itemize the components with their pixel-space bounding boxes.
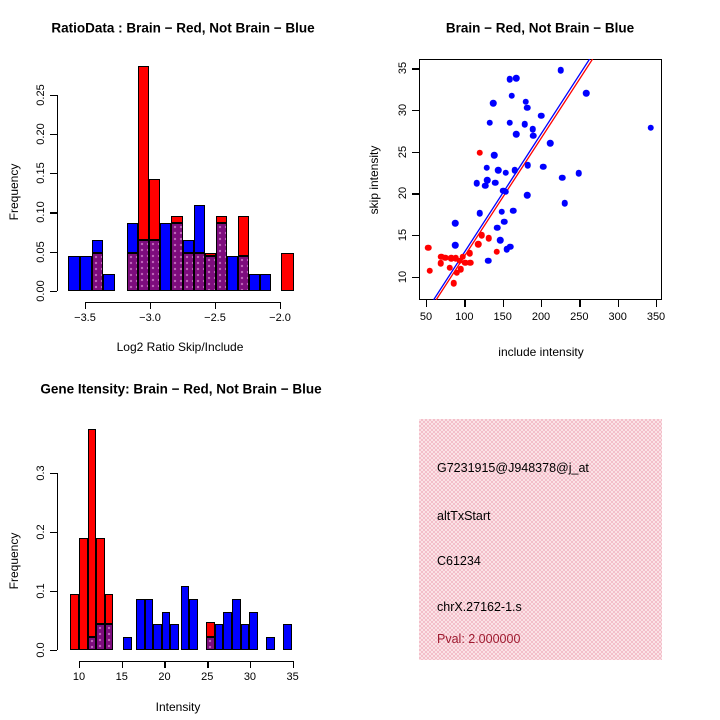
x-tick-label: −2.5 <box>204 312 226 324</box>
info-pval: Pval: 2.000000 <box>437 632 521 646</box>
x-tick-label: 30 <box>243 671 257 683</box>
x-tick-label: 20 <box>158 671 171 683</box>
x-tick-label: −2.0 <box>269 312 291 324</box>
y-tick-label: 0.1 <box>35 583 47 599</box>
y-tick-label: 25 <box>397 145 410 158</box>
y-tick-label: 0.3 <box>35 465 47 481</box>
x-tick-label: 100 <box>455 311 474 323</box>
x-tick-label: 300 <box>608 311 627 323</box>
x-tick-label: 350 <box>646 311 666 323</box>
scatter-xlabel: include intensity <box>498 345 584 359</box>
ratio-hist-title: RatioData : Brain − Red, Not Brain − Blue <box>51 20 315 36</box>
y-tick-label: 0.25 <box>35 83 47 106</box>
info-event-type: altTxStart <box>437 509 491 523</box>
y-tick-label: 0.20 <box>35 123 47 145</box>
info-probe-id: G7231915@J948378@j_at <box>437 461 589 475</box>
x-tick-label: −3.0 <box>139 312 161 324</box>
info-box <box>419 419 662 660</box>
scatter-title: Brain − Red, Not Brain − Blue <box>445 20 635 36</box>
y-tick-label: 0.10 <box>35 201 47 224</box>
y-tick-label: 15 <box>397 228 410 242</box>
scatter-ylabel: skip intensity <box>367 145 381 215</box>
ratio-hist-xlabel: Log2 Ratio Skip/Include <box>116 340 244 354</box>
x-tick-label: 35 <box>286 671 299 683</box>
y-tick-label: 0.00 <box>35 280 47 302</box>
x-tick-label: 50 <box>419 311 433 323</box>
y-tick-label: 0.2 <box>35 524 47 540</box>
y-tick-label: 10 <box>397 270 410 283</box>
x-tick-label: 15 <box>115 671 128 683</box>
x-tick-label: 150 <box>493 311 512 323</box>
gene-hist-title: Gene Itensity: Brain − Red, Not Brain − Blue <box>40 381 322 397</box>
y-tick-label: 35 <box>397 62 410 75</box>
x-tick-label: 200 <box>531 311 551 323</box>
info-cluster-id: C61234 <box>437 554 481 568</box>
x-tick-label: 10 <box>72 671 86 683</box>
y-tick-label: 30 <box>397 103 410 117</box>
info-location: chrX.27162-1.s <box>437 600 522 614</box>
y-tick-label: 20 <box>397 187 410 200</box>
gene-hist-ylabel: Frequency <box>7 532 21 590</box>
x-tick-label: 250 <box>570 311 589 323</box>
y-tick-label: 0.0 <box>35 642 47 658</box>
gene-hist-xlabel: Intensity <box>155 700 201 714</box>
ratio-hist-ylabel: Frequency <box>7 163 21 221</box>
x-tick-label: 25 <box>201 671 214 683</box>
x-tick-label: −3.5 <box>74 312 96 324</box>
y-tick-label: 0.15 <box>35 162 47 184</box>
y-tick-label: 0.05 <box>35 240 47 263</box>
